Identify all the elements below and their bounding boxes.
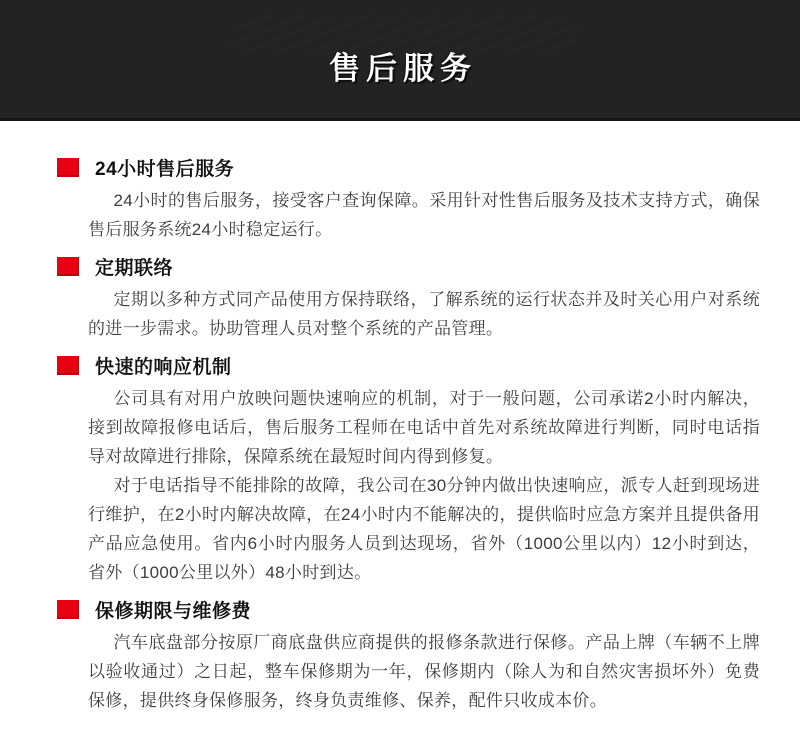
red-square-bullet-icon — [57, 600, 79, 619]
page-banner — [0, 0, 800, 121]
section-24h-service — [57, 154, 760, 244]
paragraph: 24小时的售后服务，接受客户查询保障。采用针对性售后服务及技术支持方式，确保售后服务系统24小时稳定运行。 — [88, 191, 760, 239]
section-heading-row — [57, 253, 760, 280]
section-heading: 快速的响应机制 — [95, 357, 232, 378]
red-square-bullet-icon — [57, 257, 79, 276]
section-heading: 定期联络 — [95, 258, 174, 279]
section-body — [88, 384, 760, 587]
section-heading-row — [57, 596, 760, 623]
section-heading: 24小时售后服务 — [95, 159, 235, 180]
section-regular-contact — [57, 253, 760, 343]
paragraph: 定期以多种方式同产品使用方保持联络，了解系统的运行状态并及时关心用户对系统的进一步需求。协助管理人员对整个系统的产品管理。 — [88, 290, 760, 338]
section-warranty-fees — [57, 596, 760, 715]
section-heading-row — [57, 154, 760, 181]
content-area — [0, 121, 800, 715]
section-body — [88, 186, 760, 244]
red-square-bullet-icon — [57, 158, 79, 177]
paragraph: 汽车底盘部分按原厂商底盘供应商提供的报修条款进行保修。产品上牌（车辆不上牌以验收通过）之日起，整车保修期为一年，保修期内（除人为和自然灾害损坏外）免费保修，提供终身保修服务，终身负责维修、保养，配件只收成本价。 — [88, 633, 760, 710]
paragraph: 公司具有对用户放映问题快速响应的机制，对于一般问题，公司承诺2小时内解决，接到故障报修电话后，售后服务工程师在电话中首先对系统故障进行判断，同时电话指导对故障进行排除，保障系统在最短时间内得到修复。 — [88, 389, 760, 466]
page-title: 售后服务 — [329, 51, 477, 86]
red-square-bullet-icon — [57, 356, 79, 375]
section-heading-row — [57, 352, 760, 379]
section-heading: 保修期限与维修费 — [95, 601, 252, 622]
section-body — [88, 628, 760, 715]
section-rapid-response — [57, 352, 760, 587]
section-body — [88, 285, 760, 343]
paragraph: 对于电话指导不能排除的故障，我公司在30分钟内做出快速响应，派专人赶到现场进行维护，在2小时内解决故障，在24小时内不能解决的，提供临时应急方案并且提供备用产品应急使用。省内6小时内服务人员到达现场，省外（1000公里以内）12小时到达，省外（1000公里以外）48小时到达。 — [88, 476, 760, 582]
